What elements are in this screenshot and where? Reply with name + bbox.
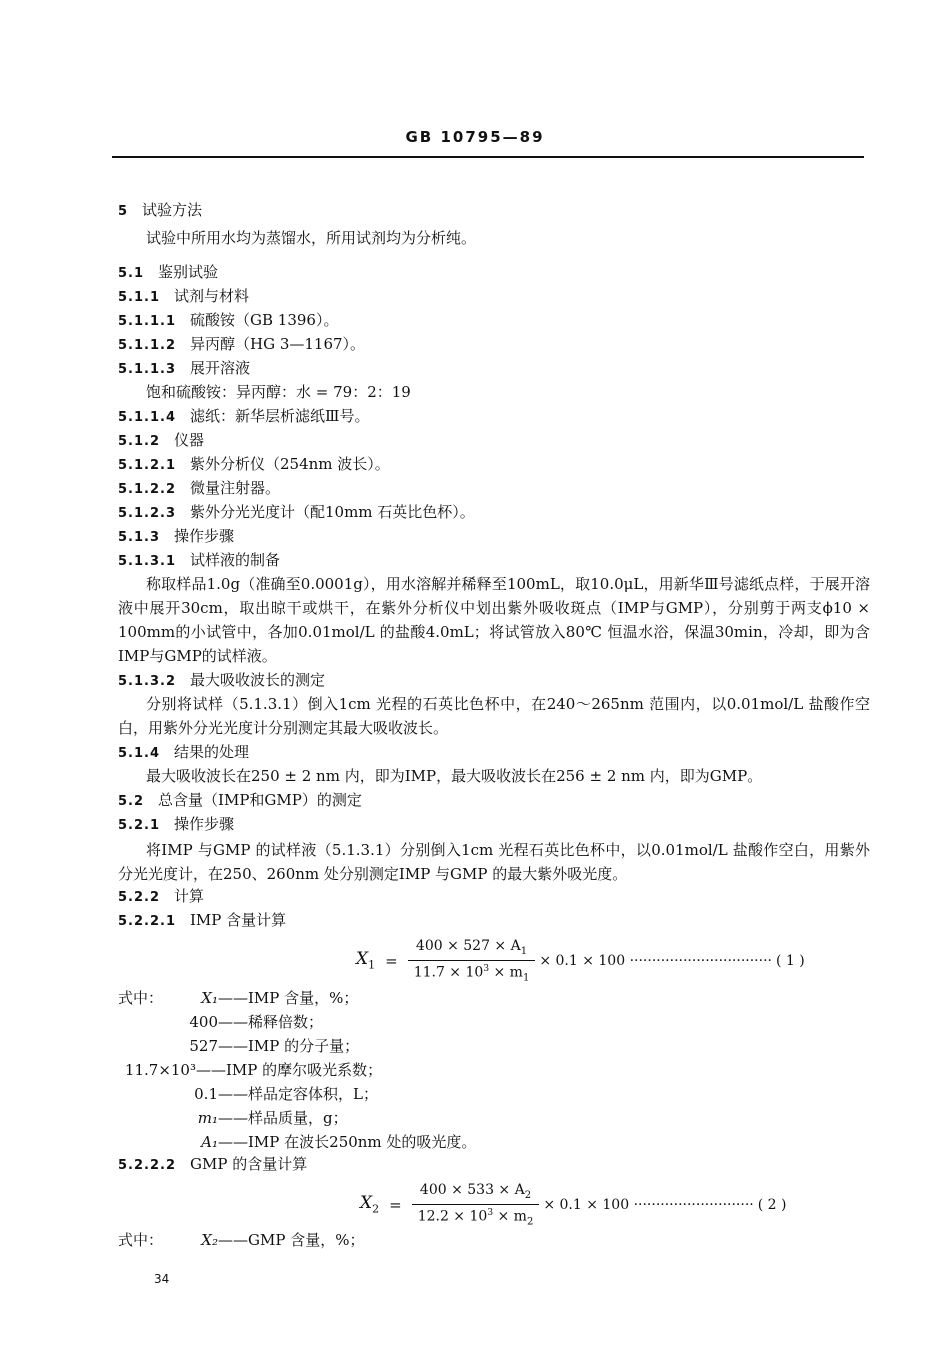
section-title: 计算 xyxy=(174,887,205,905)
section-title: 总含量（IMP和GMP）的测定 xyxy=(158,791,362,809)
body-paragraph: 最大吸收波长在250 ± 2 nm 内，即为IMP，最大吸收波长在256 ± 2 nm 内，即为GMP。 xyxy=(146,767,763,785)
section-heading xyxy=(118,526,234,548)
formula-fraction xyxy=(412,1182,540,1227)
definition-text: ——稀释倍数； xyxy=(218,1013,324,1031)
definition-prefix: 式中： xyxy=(118,989,164,1007)
formula-numerator: $400 \times 527 \times A_1$ xyxy=(415,938,528,957)
definition-symbol: m₁ xyxy=(197,1109,218,1127)
section-number: 5.1.1 xyxy=(118,290,161,305)
section-title: GMP 的含量计算 xyxy=(190,1155,308,1173)
body-paragraph: 称取样品1.0g（准确至0.0001g），用水溶解并稀释至100mL，取10.0μL，用新华Ⅲ号滤纸点样，于展开溶液中展开30cm，取出晾干或烘干，在紫外分析仪中划出紫外吸收斑点（IMP与GMP），分别剪于两支ϕ10 × 100mm的小试管中，各加0.01mol/L 的盐酸4.0mL；将试管放入80℃ 恒温水浴，保温30min，冷却，即为含IMP与GMP的试样液。 xyxy=(118,575,870,665)
section-title: 试剂与材料 xyxy=(174,287,250,305)
section-title: 操作步骤 xyxy=(174,527,235,545)
formula-numerator: $400 \times 533 \times A_2$ xyxy=(419,1182,532,1201)
section-heading xyxy=(118,358,250,380)
section-heading xyxy=(118,886,204,908)
section-heading xyxy=(118,670,325,692)
formula-tail: × 0.1 × 100 ··························· xyxy=(543,1196,754,1213)
section-number: 5.1.3 xyxy=(118,530,161,545)
section-title: 异丙醇（HG 3—1167）。 xyxy=(190,335,366,353)
section-number: 5.2.1 xyxy=(118,818,161,833)
header-rule xyxy=(112,156,864,158)
definition-row xyxy=(118,1132,476,1152)
section-number: 5.1 xyxy=(118,266,145,281)
section-heading xyxy=(118,406,369,428)
definition-text: ——IMP 在波长250nm 处的吸光度。 xyxy=(218,1133,477,1151)
section-title: 试样液的制备 xyxy=(190,551,281,569)
body-paragraph: 饱和硫酸铵：异丙醇：水 = 79：2：19 xyxy=(146,383,411,401)
section-number: 5 xyxy=(118,204,129,219)
definition-symbol: 11.7×10³ xyxy=(124,1061,196,1079)
section-title: 鉴别试验 xyxy=(158,263,219,281)
section-number: 5.1.1.1 xyxy=(118,314,176,329)
section-heading xyxy=(118,814,234,836)
definition-text: ——样品质量，g； xyxy=(218,1109,348,1127)
definition-row xyxy=(118,988,358,1008)
formula-number: ( 1 ) xyxy=(775,952,805,969)
page-number: 34 xyxy=(154,1272,170,1286)
definition-row xyxy=(118,1012,323,1032)
formula-number: ( 2 ) xyxy=(757,1196,787,1213)
definition-row xyxy=(118,1084,378,1104)
definition-text: ——IMP 的摩尔吸光系数； xyxy=(196,1061,383,1079)
section-number: 5.1.2 xyxy=(118,434,161,449)
definition-symbol: X₂ xyxy=(201,1231,218,1249)
definition-symbol: 400 xyxy=(189,1013,218,1031)
formula-denominator: $11.7 \times 10^3 \times m_1$ xyxy=(408,960,536,983)
section-heading xyxy=(118,454,390,476)
section-number: 5.2.2 xyxy=(118,890,161,905)
section-title: 结果的处理 xyxy=(174,743,250,761)
section-title: 紫外分光光度计（配10mm 石英比色杯）。 xyxy=(190,503,475,521)
section-number: 5.1.3.1 xyxy=(118,554,176,569)
body-paragraph: 分别将试样（5.1.3.1）倒入1cm 光程的石英比色杯中，在240～265nm 范围内，以0.01mol/L 盐酸作空白，用紫外分光光度计分别测定其最大吸收波长。 xyxy=(118,695,870,737)
section-title: 紫外分析仪（254nm 波长）。 xyxy=(190,455,390,473)
definition-text: ——样品定容体积，L； xyxy=(218,1085,378,1103)
definition-symbol: 0.1 xyxy=(194,1085,218,1103)
formula-fraction xyxy=(408,938,536,983)
definition-symbol: 527 xyxy=(189,1037,218,1055)
formula-tail: × 0.1 × 100 ································ xyxy=(539,952,772,969)
definition-row xyxy=(118,1036,359,1056)
section-title: 最大吸收波长的测定 xyxy=(190,671,326,689)
section-title: 微量注射器。 xyxy=(190,479,281,497)
section-heading xyxy=(118,200,202,222)
section-number: 5.1.1.2 xyxy=(118,338,176,353)
body-paragraph: 将IMP 与GMP 的试样液（5.1.3.1）分别倒入1cm 光程石英比色杯中，以0.01mol/L 盐酸作空白，用紫外分光光度计，在250、260nm 处分别测定IMP 与GMP 的最大紫外吸光度。 xyxy=(118,841,870,883)
formula-gmp: $X_2$ = $\frac{400 \times 533 \times A_2}{12.2 \times 10^3 \times m_2}$ × 0.1 × 100 ··························· ( 2 ) xyxy=(360,1182,787,1228)
section-heading xyxy=(118,286,249,308)
section-heading xyxy=(118,742,249,764)
section-heading xyxy=(118,1154,307,1176)
section-number: 5.2.2.1 xyxy=(118,914,176,929)
section-heading xyxy=(118,478,280,500)
section-number: 5.2.2.2 xyxy=(118,1158,176,1173)
definition-row xyxy=(118,1108,348,1128)
formula-imp: $X_1$ = $\frac{400 \times 527 \times A_1}{11.7 \times 10^3 \times m_1}$ × 0.1 × 100 ································ ( 1 ) xyxy=(356,938,805,984)
body-paragraph: 试验中所用水均为蒸馏水，所用试剂均为分析纯。 xyxy=(146,229,477,247)
section-heading xyxy=(118,334,365,356)
definition-symbol: A₁ xyxy=(201,1133,218,1151)
section-heading xyxy=(118,430,204,452)
section-number: 5.1.3.2 xyxy=(118,674,176,689)
definition-row xyxy=(118,1060,382,1080)
definition-prefix: 式中： xyxy=(118,1231,164,1249)
section-heading xyxy=(118,262,218,284)
section-number: 5.2 xyxy=(118,794,145,809)
definition-text: ——IMP 含量，%； xyxy=(218,989,359,1007)
definition-symbol: X₁ xyxy=(201,989,218,1007)
section-title: 滤纸：新华层析滤纸Ⅲ号。 xyxy=(190,407,370,425)
section-title: IMP 含量计算 xyxy=(190,911,287,929)
section-heading xyxy=(118,550,280,572)
section-number: 5.1.2.2 xyxy=(118,482,176,497)
section-number: 5.1.2.1 xyxy=(118,458,176,473)
definition-text: ——IMP 的分子量； xyxy=(218,1037,360,1055)
section-title: 仪器 xyxy=(174,431,205,449)
section-number: 5.1.1.3 xyxy=(118,362,176,377)
standard-header: GB 10795—89 xyxy=(405,128,545,146)
section-heading xyxy=(118,502,475,524)
formula-lhs: $X_1$ xyxy=(356,949,376,972)
section-number: 5.1.4 xyxy=(118,746,161,761)
section-title: 展开溶液 xyxy=(190,359,251,377)
definition-row xyxy=(118,1230,364,1250)
section-number: 5.1.2.3 xyxy=(118,506,176,521)
section-title: 操作步骤 xyxy=(174,815,235,833)
section-title: 硫酸铵（GB 1396）。 xyxy=(190,311,339,329)
section-heading xyxy=(118,310,338,332)
section-heading xyxy=(118,910,286,932)
section-number: 5.1.1.4 xyxy=(118,410,176,425)
formula-lhs: $X_2$ xyxy=(360,1193,380,1216)
definition-text: ——GMP 含量，%； xyxy=(218,1231,365,1249)
section-title: 试验方法 xyxy=(142,201,203,219)
section-heading xyxy=(118,790,362,812)
formula-denominator: $12.2 \times 10^3 \times m_2$ xyxy=(412,1204,540,1227)
